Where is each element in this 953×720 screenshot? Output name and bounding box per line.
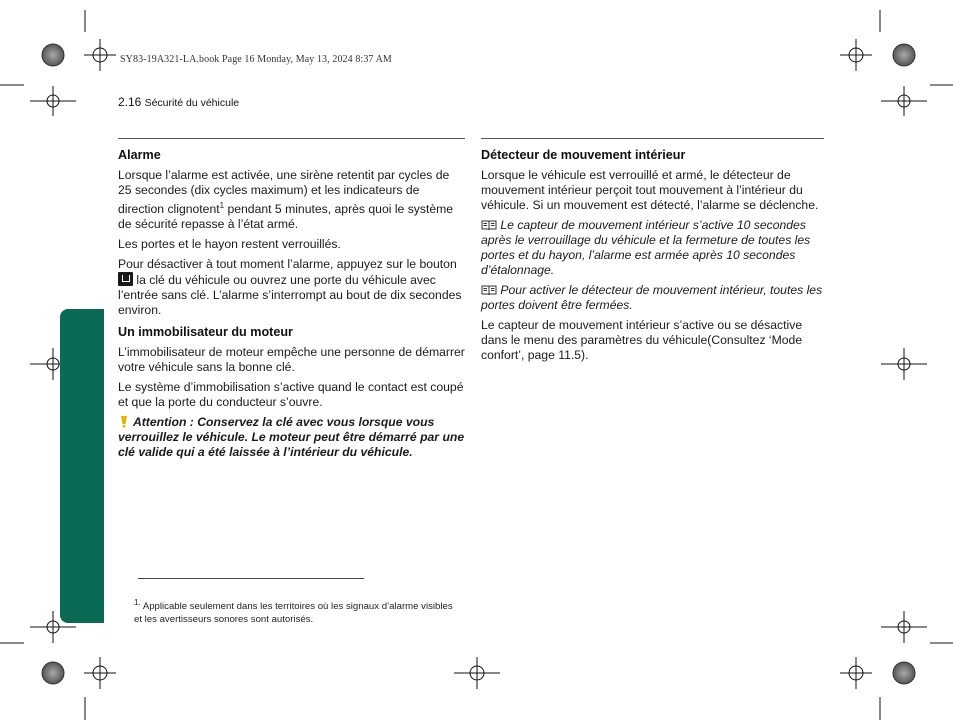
footnote-rule	[138, 578, 364, 579]
immobilizer-warning	[118, 415, 465, 460]
alarm-paragraph-3	[118, 257, 465, 318]
section-title: Sécurité du véhicule	[144, 97, 240, 109]
alarm-p1-text: Lorsque l’alarme est activée, une sirène retentit par cycles de 25 secondes (dix cycles maximum) et les indicateurs de direction clignotent	[118, 168, 450, 217]
alarm-heading: Alarme	[118, 148, 161, 162]
motion-paragraph-2: Le capteur de mouvement intérieur s’active ou se désactive dans le menu des paramètres du véhicule(Consultez ‘Mode confort’, page 11.5).	[481, 318, 803, 362]
chapter-tab	[60, 309, 104, 623]
warning-icon	[118, 415, 130, 428]
immobilizer-paragraph-1: L’immobilisateur de moteur empêche une personne de démarrer votre véhicule sans la bonne clé.	[118, 345, 465, 375]
motion-note-2-text: Pour activer le détecteur de mouvement intérieur, toutes les portes doivent être fermées.	[481, 283, 823, 312]
right-column-rule	[481, 138, 824, 139]
motion-note-2	[481, 283, 824, 313]
footnote-ref: 1	[219, 201, 225, 210]
alarm-p3-a: Pour désactiver à tout moment l’alarme, appuyez sur le bouton	[118, 257, 457, 272]
immobilizer-paragraph-2: Le système d’immobilisation s’active quand le contact est coupé et que la porte du conducteur s’ouvre.	[118, 380, 464, 410]
book-icon	[481, 220, 497, 230]
footnote-mark: 1.	[134, 598, 141, 607]
immobilizer-heading: Un immobilisateur du moteur	[118, 325, 293, 340]
left-column	[118, 147, 465, 465]
right-column	[481, 147, 824, 368]
alarm-paragraph-2: Les portes et le hayon restent verrouillés.	[118, 237, 341, 252]
page-header	[118, 95, 239, 109]
motion-note-1	[481, 218, 824, 278]
alarm-p3-b: la clé du véhicule ou ouvrez une porte du véhicule avec l’entrée sans clé. L’alarme s’interrompt au bout de dix secondes environ.	[118, 273, 462, 318]
footnote	[134, 596, 454, 626]
print-slug: SY83-19A321-LA.book Page 16 Monday, May 13, 2024 8:37 AM	[120, 54, 392, 65]
motion-note-1-text: Le capteur de mouvement intérieur s’active 10 secondes après le verrouillage du véhicule et la fermeture de toutes les portes et du hayon, l’alarme est armée après 10 secondes d’étalonnage.	[481, 218, 811, 277]
warning-text: Attention : Conservez la clé avec vous lorsque vous verrouillez le véhicule. Le moteur peut être démarré par une clé valide qui a été laissée à l’intérieur du véhicule.	[118, 415, 465, 460]
alarm-p1-tail: pendant 5 minutes, après quoi le système de sécurité repasse à l’état armé.	[118, 202, 454, 232]
motion-heading: Détecteur de mouvement intérieur	[481, 148, 686, 162]
book-icon	[481, 285, 497, 295]
motion-paragraph-1: Lorsque le véhicule est verrouillé et armé, le détecteur de mouvement intérieur perçoit tout mouvement à l’intérieur du véhicule. Si un mouvement est détecté, l’alarme se déclenche.	[481, 168, 819, 212]
footnote-text: Applicable seulement dans les territoires où les signaux d’alarme visibles et les avertisseurs sonores sont autorisés.	[134, 601, 453, 626]
left-column-rule	[118, 138, 465, 139]
alarm-paragraph-1	[118, 168, 465, 232]
unlock-key-icon	[118, 272, 133, 286]
page-number: 2.16	[118, 95, 142, 109]
